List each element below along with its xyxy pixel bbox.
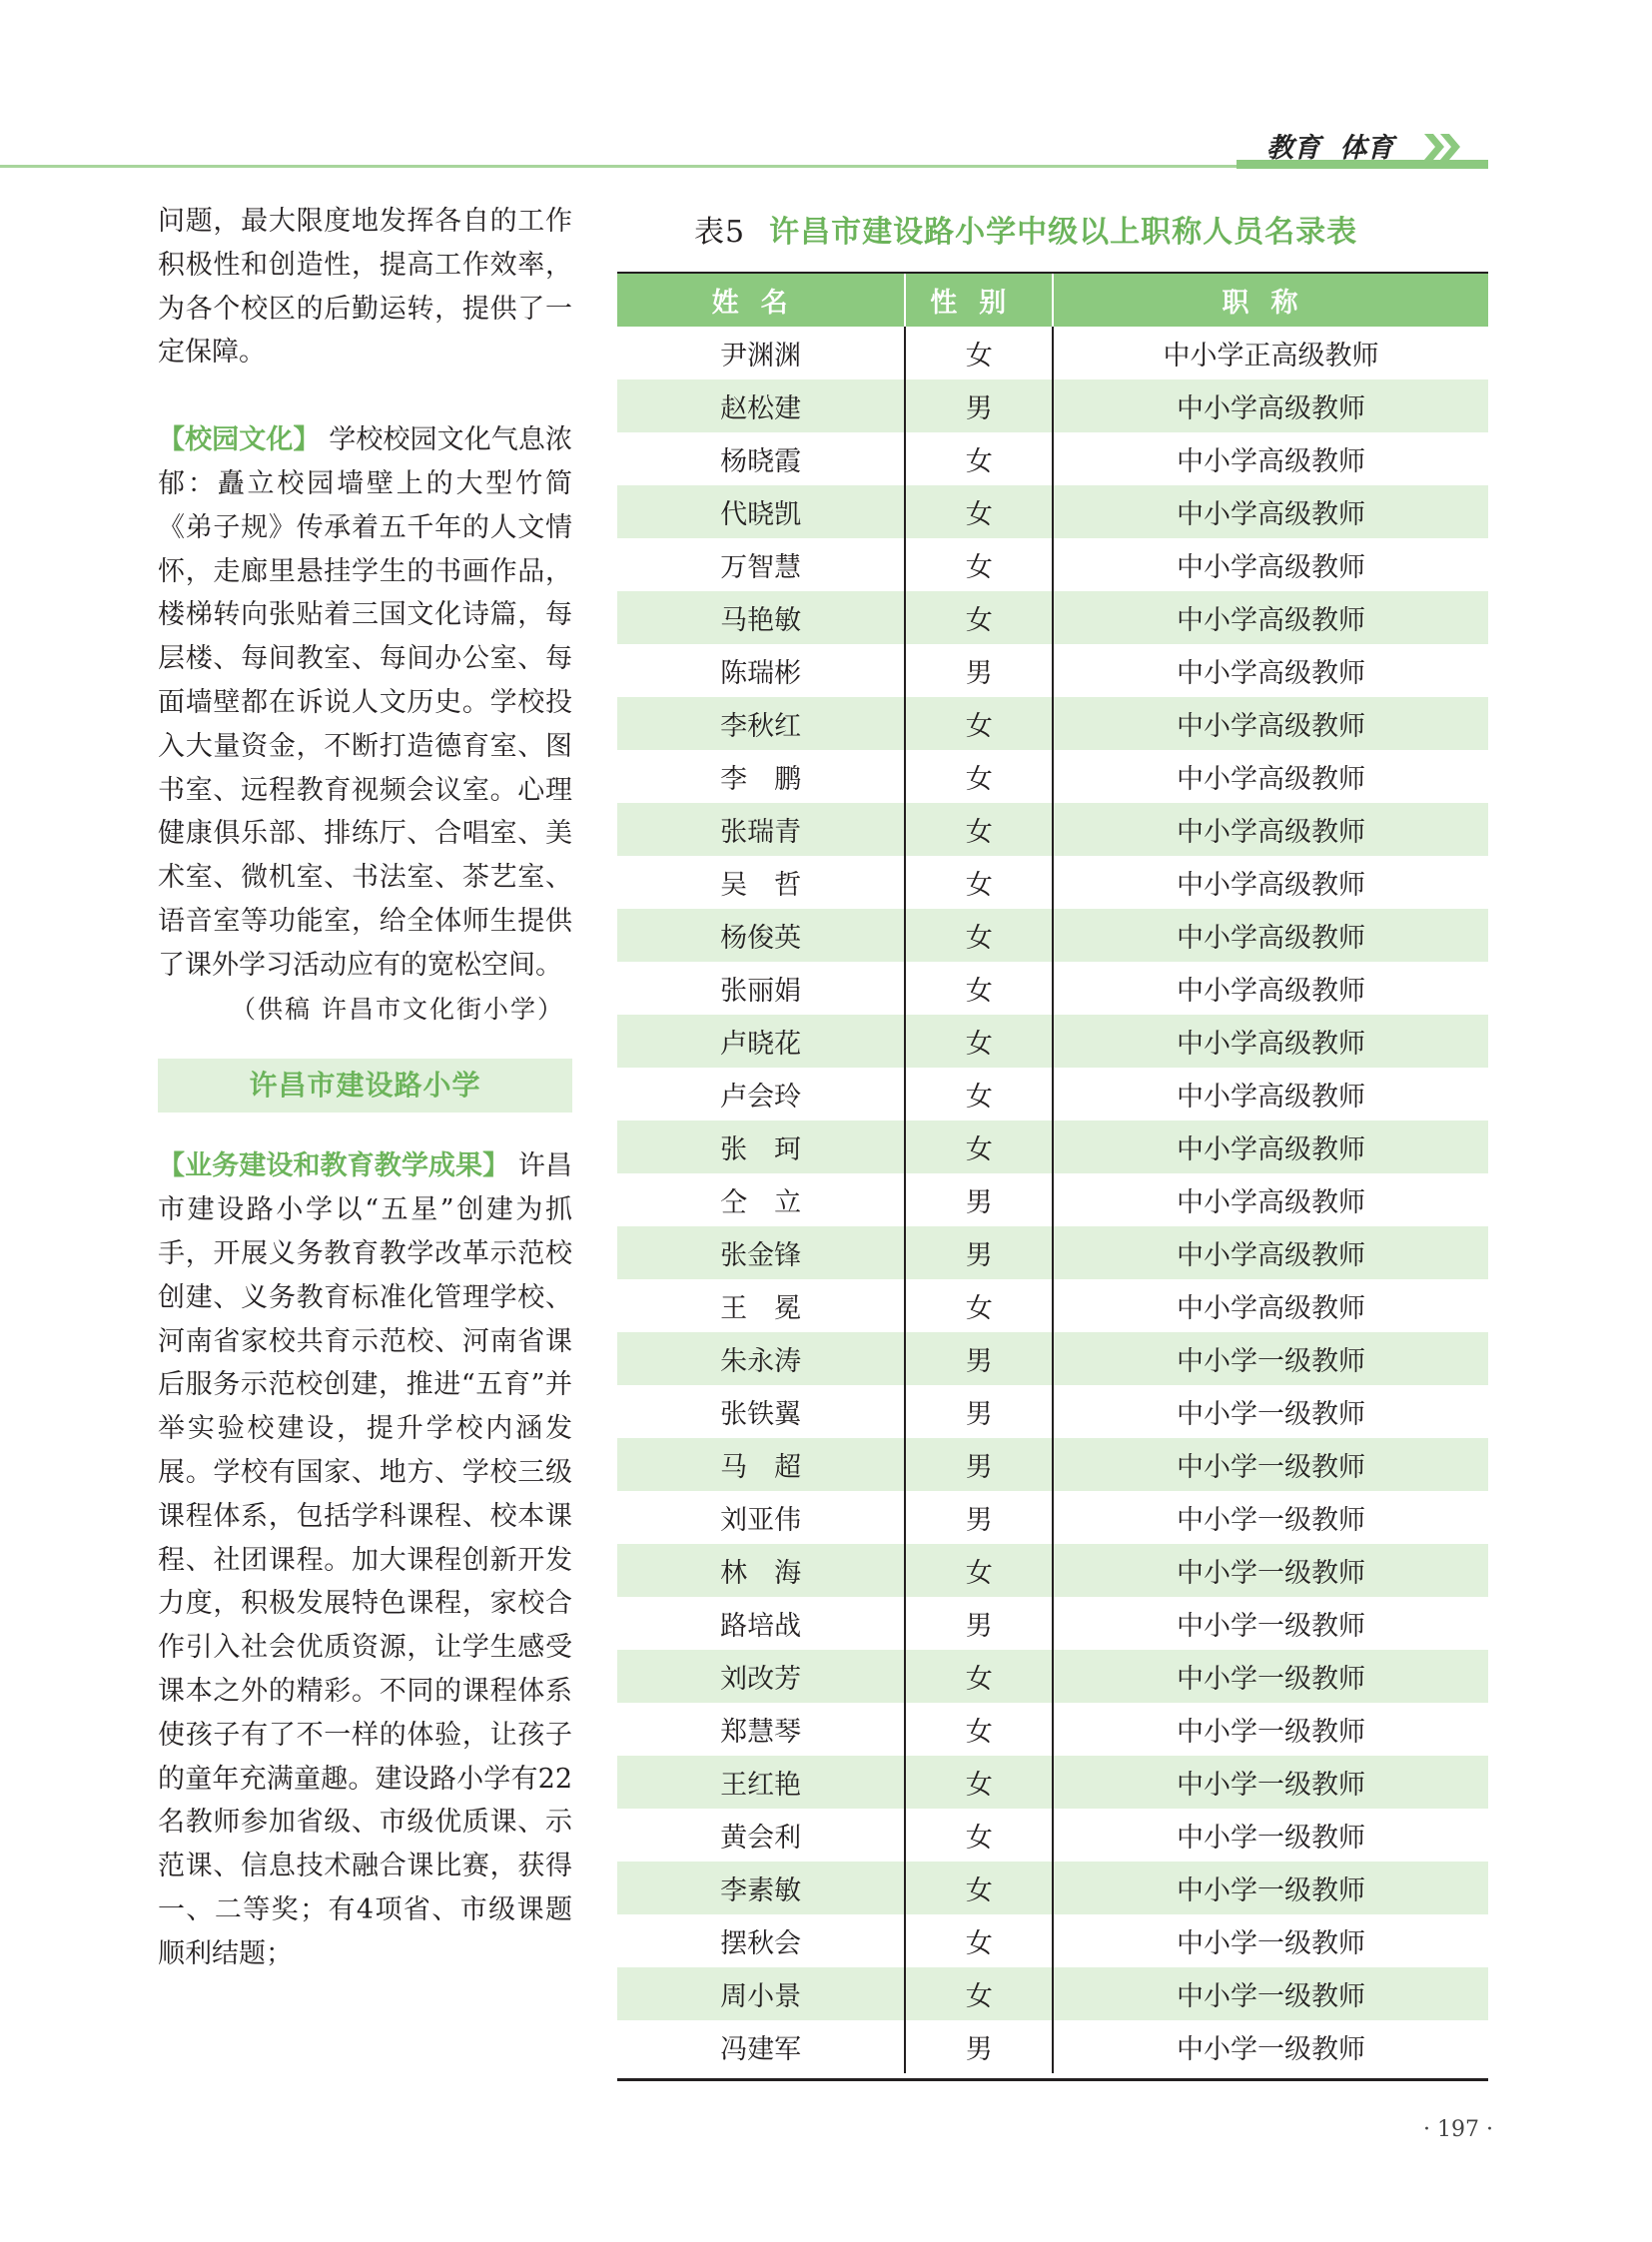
title-cell: 中小学一级教师: [1053, 1332, 1488, 1385]
achievement-body: 许昌市建设路小学以“五星”创建为抓手，开展义务教育教学改革示范校创建、义务教育标准化管理学校、河南省家校共育示范校、河南省课后服务示范校创建，推进“五育”并举实验校建设，提升学校内涵发展。学校有国家、地方、学校三级课程体系，包括学科课程、校本课程、社团课程。加大课程创新开发力度，积极发展特色课程，家校合作引入社会优质资源，让学生感受课本之外的精彩。不同的课程体系使孩子有了不一样的体验，让孩子的童年充满童趣。建设路小学有22名教师参加省级、市级优质课、示范课、信息技术融合课比赛，获得一、二等奖；有4项省、市级课题顺利结题；: [158, 1150, 572, 1969]
name-cell: 赵松建: [617, 379, 905, 432]
title-cell: 中小学一级教师: [1053, 1544, 1488, 1597]
culture-body: 学校校园文化气息浓郁：矗立校园墙壁上的大型竹简《弟子规》传承着五千年的人文情怀，走廊里悬挂学生的书画作品，楼梯转向张贴着三国文化诗篇，每层楼、每间教室、每间办公室、每面墙壁都在诉说人文历史。学校投入大量资金，不断打造德育室、图书室、远程教育视频会议室。心理健康俱乐部、排练厅、合唱室、美术室、微机室、书法室、茶艺室、语音室等功能室，给全体师生提供了课外学习活动应有的宽松空间。: [158, 424, 572, 981]
gender-cell: 女: [905, 1121, 1053, 1173]
name-cell: 仝 立: [617, 1173, 905, 1226]
left-column: [158, 200, 572, 1975]
gender-cell: 女: [905, 803, 1053, 856]
name-cell: 马艳敏: [617, 591, 905, 644]
title-cell: 中小学高级教师: [1053, 697, 1488, 750]
table-row: [617, 909, 1488, 962]
title-cell: 中小学高级教师: [1177, 446, 1366, 477]
name-cell: 郑慧琴: [617, 1703, 905, 1756]
table-caption: 许昌市建设路小学中级以上职称人员名录表: [769, 215, 1358, 250]
credit-line: （供稿 许昌市文化街小学）: [231, 994, 564, 1024]
name-cell: 黄会利: [617, 1809, 905, 1862]
achievement-heading: 【业务建设和教育教学成果】: [158, 1150, 510, 1182]
name-cell: 周小景: [617, 1967, 905, 2020]
table-row: [617, 750, 1488, 803]
title-cell: 中小学高级教师: [1053, 1226, 1488, 1279]
gender-cell: 女: [905, 1703, 1053, 1756]
table-row: [617, 1385, 1488, 1438]
table-row: [617, 1173, 1488, 1226]
name-cell: 卢晓花: [617, 1015, 905, 1068]
gender-cell: 女: [905, 1544, 1053, 1597]
table-row: [617, 379, 1488, 432]
title-cell: 中小学高级教师: [1177, 1187, 1366, 1218]
gender-cell: 男: [905, 2020, 1053, 2073]
table-bottom-rule: [617, 2078, 1488, 2081]
name-cell: 张铁翼: [617, 1385, 905, 1438]
gender-cell: 女: [905, 1650, 1053, 1703]
title-cell: 中小学高级教师: [1053, 803, 1488, 856]
title-cell: 中小学一级教师: [1177, 1823, 1366, 1854]
table-row: [617, 327, 1488, 379]
achievement-paragraph: [158, 1144, 572, 1975]
title-cell: 中小学高级教师: [1177, 1293, 1366, 1324]
table-body: [617, 327, 1488, 2073]
table-row: [617, 1756, 1488, 1809]
name-cell: 马 超: [617, 1438, 905, 1491]
table-row: [617, 1544, 1488, 1597]
table-row: [617, 644, 1488, 697]
gender-cell: 男: [905, 1491, 1053, 1544]
table-row: [617, 1809, 1488, 1862]
name-cell: 朱永涛: [617, 1332, 905, 1385]
name-cell: 吴 哲: [617, 856, 905, 909]
table-row: [617, 1597, 1488, 1650]
table-row: [617, 1967, 1488, 2020]
gender-cell: 女: [905, 697, 1053, 750]
title-cell: 中小学一级教师: [1177, 1505, 1366, 1536]
table-row: [617, 1438, 1488, 1491]
name-cell: 摆秋会: [617, 1914, 905, 1967]
name-cell: 卢会玲: [617, 1068, 905, 1121]
name-cell: 张金锋: [617, 1226, 905, 1279]
table-row: [617, 1914, 1488, 1967]
title-cell: 中小学高级教师: [1053, 1121, 1488, 1173]
title-cell: 中小学正高级教师: [1163, 341, 1379, 372]
gender-cell: 男: [905, 1173, 1053, 1226]
gender-cell: 女: [905, 327, 1053, 379]
table-row: [617, 1068, 1488, 1121]
name-cell: 林 海: [617, 1544, 905, 1597]
gender-cell: 女: [905, 1756, 1053, 1809]
table-row: [617, 1015, 1488, 1068]
title-cell: 中小学高级教师: [1177, 658, 1366, 689]
name-cell: 杨晓霞: [617, 432, 905, 485]
section-header: 教育 体育: [1266, 133, 1394, 164]
gender-cell: 女: [905, 485, 1053, 538]
title-cell: 中小学一级教师: [1053, 1650, 1488, 1703]
header-gender: 性别: [905, 274, 1053, 327]
culture-paragraph: [158, 418, 572, 987]
title-cell: 中小学高级教师: [1053, 909, 1488, 962]
gender-cell: 男: [905, 379, 1053, 432]
table-row: [617, 1862, 1488, 1914]
table-row: [617, 538, 1488, 591]
table-row: [617, 856, 1488, 909]
title-cell: 中小学一级教师: [1053, 1862, 1488, 1914]
title-cell: 中小学高级教师: [1177, 764, 1366, 795]
title-cell: 中小学一级教师: [1177, 1399, 1366, 1430]
name-cell: 代晓凯: [617, 485, 905, 538]
intro-paragraph: 问题，最大限度地发挥各自的工作积极性和创造性，提高工作效率，为各个校区的后勤运转，提供了一定保障。: [158, 206, 572, 369]
gender-cell: 女: [905, 1967, 1053, 2020]
gender-cell: 女: [905, 432, 1053, 485]
table-row: [617, 591, 1488, 644]
title-cell: 中小学高级教师: [1053, 591, 1488, 644]
gender-cell: 女: [905, 909, 1053, 962]
gender-cell: 女: [905, 856, 1053, 909]
name-cell: 李 鹏: [617, 750, 905, 803]
gender-cell: 女: [905, 962, 1053, 1015]
title-cell: 中小学一级教师: [1177, 1928, 1366, 1959]
table-row: [617, 697, 1488, 750]
table-row: [617, 1121, 1488, 1173]
staff-table: [617, 274, 1488, 2073]
title-cell: 中小学一级教师: [1177, 1611, 1366, 1642]
table-number: 表5: [694, 215, 746, 250]
name-cell: 张瑞青: [617, 803, 905, 856]
title-cell: 中小学一级教师: [1177, 1717, 1366, 1748]
gender-cell: 男: [905, 1385, 1053, 1438]
table-row: [617, 432, 1488, 485]
gender-cell: 男: [905, 1597, 1053, 1650]
school-name-box: 许昌市建设路小学: [158, 1059, 572, 1113]
name-cell: 王 冕: [617, 1279, 905, 1332]
gender-cell: 女: [905, 538, 1053, 591]
gender-cell: 男: [905, 1438, 1053, 1491]
gender-cell: 男: [905, 1226, 1053, 1279]
name-cell: 万智慧: [617, 538, 905, 591]
gender-cell: 女: [905, 591, 1053, 644]
title-cell: 中小学高级教师: [1053, 485, 1488, 538]
title-cell: 中小学高级教师: [1177, 1082, 1366, 1113]
title-cell: 中小学高级教师: [1177, 870, 1366, 901]
gender-cell: 女: [905, 750, 1053, 803]
name-cell: 冯建军: [617, 2020, 905, 2073]
table-row: [617, 962, 1488, 1015]
gender-cell: 女: [905, 1068, 1053, 1121]
table-row: [617, 1226, 1488, 1279]
table-row: [617, 1332, 1488, 1385]
table-row: [617, 1491, 1488, 1544]
name-cell: 尹渊渊: [617, 327, 905, 379]
name-cell: 刘亚伟: [617, 1491, 905, 1544]
gender-cell: 女: [905, 1914, 1053, 1967]
table-row: [617, 1279, 1488, 1332]
table-row: [617, 2020, 1488, 2073]
name-cell: 张 珂: [617, 1121, 905, 1173]
name-cell: 陈瑞彬: [617, 644, 905, 697]
gender-cell: 男: [905, 1332, 1053, 1385]
table-row: [617, 485, 1488, 538]
header-title: 职称: [1053, 274, 1488, 327]
title-cell: 中小学高级教师: [1053, 379, 1488, 432]
table-row: [617, 803, 1488, 856]
title-cell: 中小学高级教师: [1177, 976, 1366, 1007]
header-name: 姓名: [617, 274, 905, 327]
page-number: · 197 ·: [1423, 2117, 1493, 2142]
name-cell: 李秋红: [617, 697, 905, 750]
title-cell: 中小学高级教师: [1053, 1015, 1488, 1068]
name-cell: 张丽娟: [617, 962, 905, 1015]
name-cell: 李素敏: [617, 1862, 905, 1914]
gender-cell: 女: [905, 1015, 1053, 1068]
title-cell: 中小学一级教师: [1053, 1756, 1488, 1809]
title-cell: 中小学高级教师: [1177, 552, 1366, 583]
table-row: [617, 1650, 1488, 1703]
name-cell: 杨俊英: [617, 909, 905, 962]
gender-cell: 女: [905, 1862, 1053, 1914]
gender-cell: 男: [905, 644, 1053, 697]
culture-heading: 【校园文化】: [158, 424, 321, 456]
name-cell: 王红艳: [617, 1756, 905, 1809]
gender-cell: 女: [905, 1279, 1053, 1332]
table-title: [694, 207, 1357, 251]
table-header-row: [617, 274, 1488, 327]
title-cell: 中小学一级教师: [1177, 2034, 1366, 2065]
title-cell: 中小学一级教师: [1053, 1967, 1488, 2020]
name-cell: 刘改芳: [617, 1650, 905, 1703]
gender-cell: 女: [905, 1809, 1053, 1862]
table-row: [617, 1703, 1488, 1756]
title-cell: 中小学一级教师: [1053, 1438, 1488, 1491]
name-cell: 路培战: [617, 1597, 905, 1650]
double-chevron-icon: [1424, 134, 1464, 160]
